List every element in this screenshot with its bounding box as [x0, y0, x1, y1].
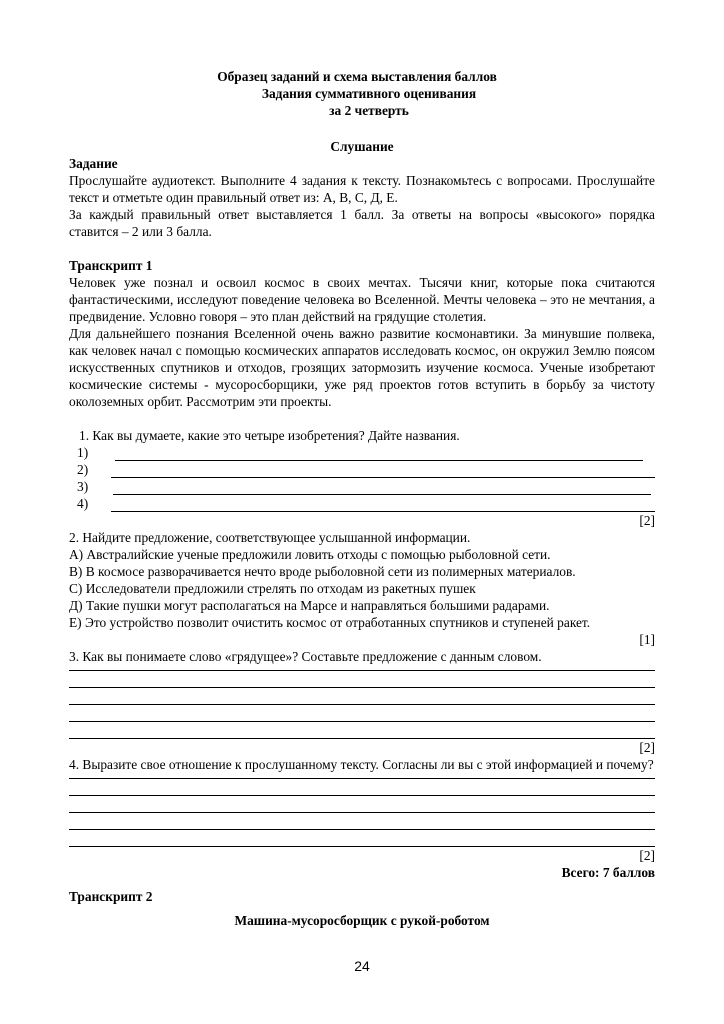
question-2-option-c: С) Исследователи предложили стрелять по отходам из ракетных пушек: [69, 581, 476, 596]
question-2-score: [1]: [639, 632, 655, 647]
document-content: [69, 68, 655, 929]
question-3-score: [2]: [639, 740, 655, 755]
answer-blank-line: [69, 779, 655, 796]
transcript2-title: Машина-мусоросборщик с рукой-роботом: [234, 913, 490, 928]
answer-blank-line: [69, 705, 655, 722]
section-title: Слушание: [330, 139, 394, 154]
answer-line[interactable]: [69, 461, 655, 478]
answer-number: 2): [77, 462, 89, 477]
question-4-answer-area[interactable]: [69, 773, 655, 847]
answer-blank-line: [69, 830, 655, 847]
answer-line[interactable]: [69, 495, 655, 512]
header-line-3: за 2 четверть: [329, 103, 409, 118]
answer-blank-line: [69, 796, 655, 813]
document-header: [69, 68, 655, 119]
answer-underline: [111, 466, 655, 478]
answer-line[interactable]: [69, 444, 655, 461]
transcript1-paragraph-2: Для дальнейшего познания Вселенной очень важно развитие космонавтики. За минувшие полвека, как человек начал с помощью космических аппаратов исследовать космос, он окружил Землю поясом искусственных спутников и отходов, грозящих затормозить изучение космоса. Ученые изобретают космические системы - мусоросборщики, уже ряд проектов готов вступить в борьбу за чистоту околоземных орбит. Рассмотрим эти проекты.: [69, 326, 655, 409]
question-2-text: 2. Найдите предложение, соответствующее услышанной информации.: [69, 530, 471, 545]
task-heading: Задание: [69, 156, 118, 171]
answer-underline: [113, 483, 651, 495]
answer-number: 4): [77, 496, 89, 511]
question-4-score: [2]: [639, 848, 655, 863]
question-1-score: [2]: [639, 513, 655, 528]
question-2-option-b: В) В космосе разворачивается нечто вроде рыболовной сети из полимерных материалов.: [69, 564, 576, 579]
question-2-option-a: А) Австралийские ученые предложили ловить отходы с помощью рыболовной сети.: [69, 547, 551, 562]
answer-number: 1): [77, 445, 89, 460]
answer-blank-line: [69, 688, 655, 705]
question-4-text: 4. Выразите свое отношение к прослушанному тексту. Согласны ли вы с этой информацией и почему?: [69, 757, 654, 772]
question-3-answer-area[interactable]: [69, 665, 655, 739]
total-score: Всего: 7 баллов: [561, 865, 655, 880]
question-3-text: 3. Как вы понимаете слово «грядущее»? Составьте предложение с данным словом.: [69, 649, 542, 664]
question-1-text: 1. Как вы думаете, какие это четыре изобретения? Дайте названия.: [79, 428, 460, 443]
task-paragraph-2: За каждый правильный ответ выставляется 1 балл. За ответы на вопросы «высокого» порядка ставится – 2 или 3 балла.: [69, 207, 655, 239]
answer-underline: [111, 500, 655, 512]
header-line-2: Задания суммативного оценивания: [261, 86, 477, 101]
transcript1-heading: Транскрипт 1: [69, 258, 153, 273]
answer-blank-line: [69, 722, 655, 739]
question-2-option-e: Е) Это устройство позволит очистить космос от отработанных спутников и ступеней ракет.: [69, 615, 591, 630]
task-paragraph-1: Прослушайте аудиотекст. Выполните 4 задания к тексту. Познакомьтесь с вопросами. Прослушайте текст и отметьте один правильный ответ из: А, В, С, Д, Е.: [69, 173, 655, 205]
answer-blank-line: [69, 671, 655, 688]
answer-number: 3): [77, 479, 89, 494]
question-2-option-d: Д) Такие пушки могут располагаться на Марсе и направляться большими радарами.: [69, 598, 550, 613]
page-number: 24: [354, 958, 370, 974]
transcript2-heading: Транскрипт 2: [69, 889, 153, 904]
answer-line[interactable]: [69, 478, 655, 495]
transcript1-paragraph-1: Человек уже познал и освоил космос в своих мечтах. Тысячи книг, которые пока считаются фантастическими, исследуют поведение человека во Вселенной. Мечты человека – это не мечтания, а предвидение. Условно говоря – это план действий на грядущие столетия.: [69, 275, 655, 324]
question-1-answers: [69, 444, 655, 512]
answer-underline: [115, 449, 643, 461]
header-line-1: Образец заданий и схема выставления баллов: [217, 69, 497, 84]
answer-blank-line: [69, 813, 655, 830]
